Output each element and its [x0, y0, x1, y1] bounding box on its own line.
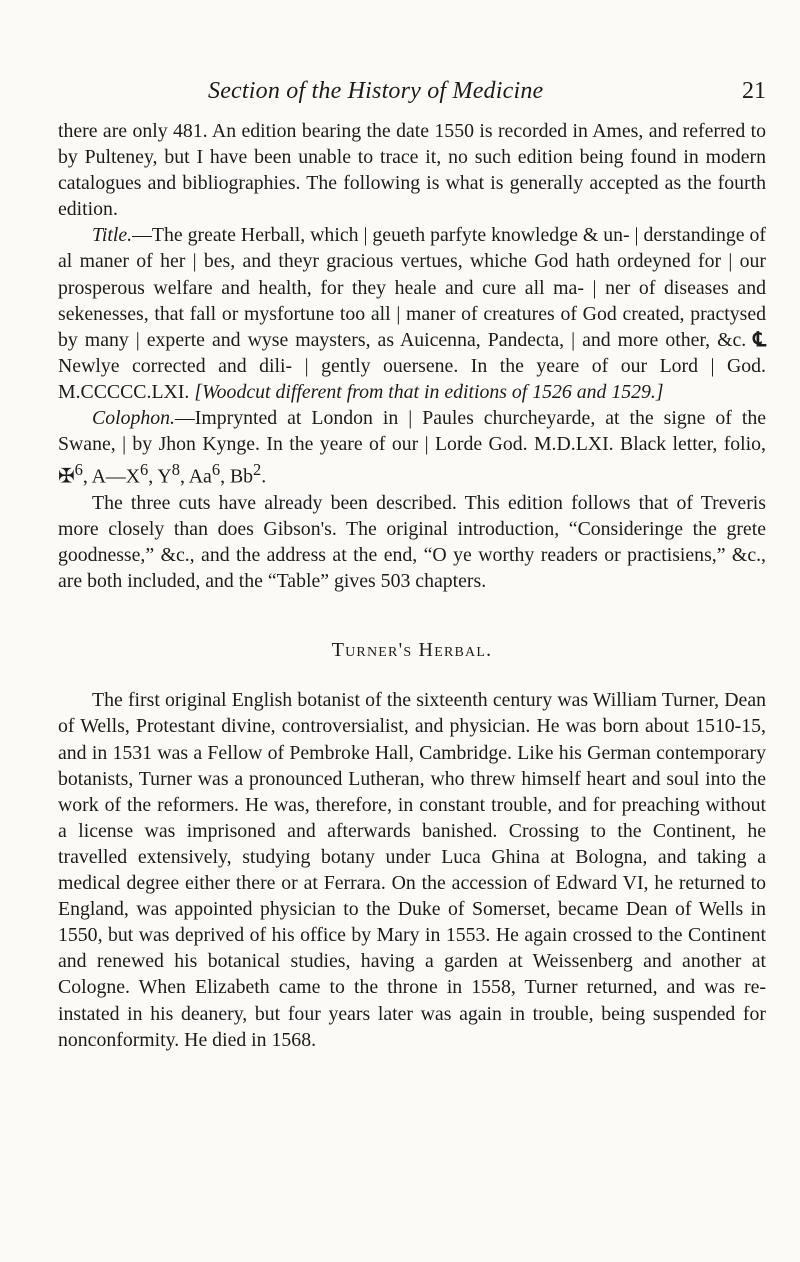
- colophon-text-a: —Imprynted at London in | Paules churcheyarde, at the signe of the Swane, | by Jhon Kynge. In the yeare of our | Lorde God. M.D.LXI. Black letter, folio, ✠: [58, 407, 766, 488]
- title-text-b: Newlye corrected and dili- | gently ouersene. In the yeare of our Lord | God. M.CCCCC.LXI.: [58, 354, 766, 403]
- body-text: [58, 118, 766, 1053]
- running-head: [58, 78, 766, 118]
- colophon-text-d: , Aa: [179, 465, 212, 488]
- page-number: 21: [742, 78, 766, 104]
- colophon-label: Colophon.: [92, 407, 175, 430]
- paragraph-continuation: there are only 481. An edition bearing the date 1550 is recorded in Ames, and referred to by Pulteney, but I have been unable to trace it, no such edition being found in modern catalogues and bibliographies. The following is what is generally accepted as the fourth edition.: [58, 120, 766, 221]
- signature-sup-4: 6: [211, 460, 221, 480]
- colophon-text-e: , Bb: [220, 465, 254, 488]
- paragraph-turner: The first original English botanist of the sixteenth century was William Turner, Dean of Wells, Protestant divine, controversialist, and physician. He was born about 1510-15, and in 1531 was a Fellow of Pembroke Hall, Cambridge. Like his German contemporary botanists, Turner was a pronounced Lutheran, who threw himself heart and soul into the work of the reformers. He was, therefore, in constant trouble, and for preaching without a license was imprisoned and afterwards banished. Crossing to the Continent, he travelled extensively, studying botany under Luca Ghina at Bologna, and taking a medical degree either there or at Ferrara. On the accession of Edward VI, he returned to England, was appointed physician to the Duke of Somerset, became Dean of Wells in 1550, but was deprived of his office by Mary in 1553. He again crossed to the Continent and renewed his botanical studies, having a garden at Weissenberg and another at Cologne. When Elizabeth came to the throne in 1558, Turner returned, and was re-instated in his deanery, but four years later was again in trouble, being suspended for nonconformity. He died in 1568.: [58, 689, 766, 1051]
- colophon-text-f: .: [261, 465, 267, 488]
- title-label: Title.: [92, 224, 133, 247]
- signature-sup-3: 8: [171, 460, 180, 480]
- woodcut-note: [Woodcut different from that in editions of 1526 and 1529.]: [194, 380, 664, 403]
- paragraph-mark-icon: ℄: [753, 328, 766, 351]
- paragraph-colophon: [58, 405, 766, 490]
- colophon-text-c: , Y: [148, 465, 172, 488]
- paragraph-cuts: The three cuts have already been described. This edition follows that of Treveris more closely than does Gibson's. The original introduction, “Consideringe the grete goodnesse,” &c., and the address at the end, “O ye worthy readers or practisiens,” &c., are both included, and the “Table” gives 503 chapters.: [58, 491, 766, 593]
- paragraph-title-entry: [58, 222, 766, 405]
- running-title: Section of the History of Medicine: [208, 78, 544, 104]
- signature-sup-5: 2: [253, 460, 262, 480]
- signature-sup-1: 6: [74, 460, 83, 480]
- colophon-text-b: , A—X: [82, 465, 140, 488]
- signature-sup-2: 6: [139, 460, 149, 480]
- section-heading: Turner's Herbal.: [331, 639, 493, 662]
- title-text-a: —The greate Herball, which | geueth parfyte knowledge & un- | derstandinge of al maner of her | bes, and theyr gracious vertues, whiche God hath ordeyned for | our prosperous welfare and health, for they heale and cure all ma- | ner of diseases and sekenesses, that fall or mysfortune too all | maner of creatures of God created, practysed by many | experte and wyse maysters, as Auicenna, Pandecta, | and more other, &c.: [58, 224, 766, 351]
- book-page: [58, 78, 766, 1053]
